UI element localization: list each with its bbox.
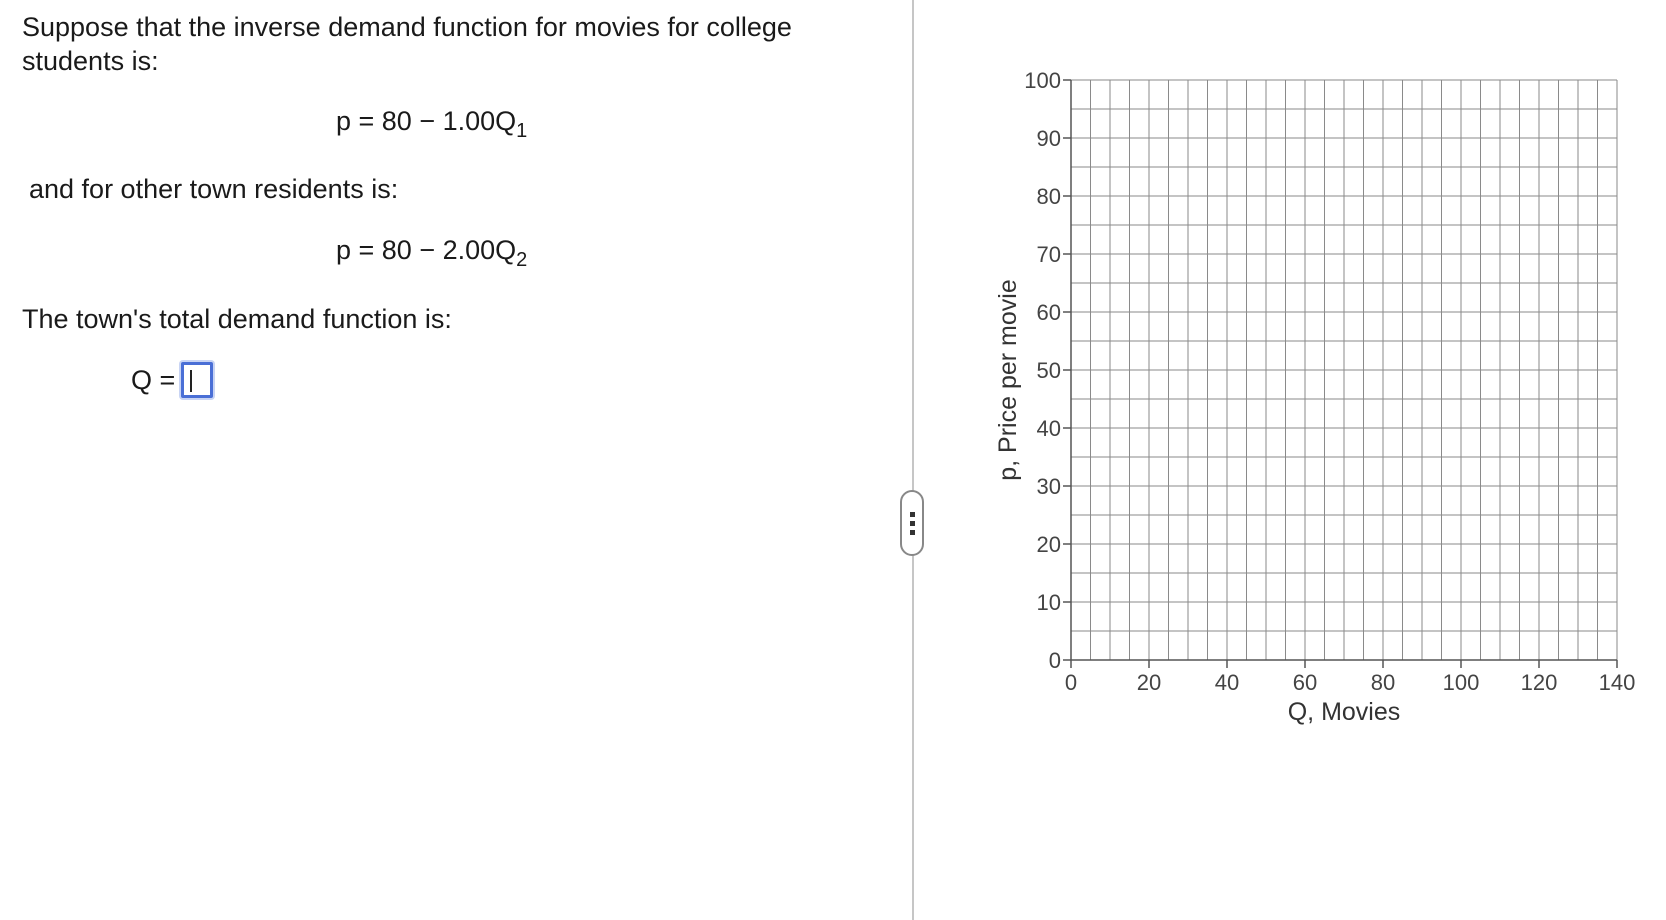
y-tick-label: 100 — [1024, 68, 1061, 93]
text-caret — [190, 370, 192, 392]
x-tick-label: 100 — [1442, 670, 1480, 695]
demand-graph[interactable] — [914, 0, 1666, 920]
x-axis-title: Q, Movies — [1287, 698, 1401, 726]
answer-row — [131, 362, 213, 398]
x-tick-label: 60 — [1292, 670, 1318, 695]
x-tick-label: 0 — [1064, 670, 1078, 695]
question-intro-text: Suppose that the inverse demand function for movies for college students is: — [22, 12, 792, 76]
x-tick-label: 20 — [1136, 670, 1162, 695]
x-tick-label: 80 — [1370, 670, 1396, 695]
answer-label: Q = — [131, 365, 176, 395]
y-tick-label: 50 — [1036, 358, 1061, 383]
total-demand-prompt: The town's total demand function is: — [22, 304, 452, 334]
y-tick-label: 80 — [1036, 184, 1061, 209]
y-tick-label: 60 — [1036, 300, 1061, 325]
y-tick-label: 0 — [1048, 648, 1061, 673]
resident-demand-equation-text: p = 80 − 2.00Q — [336, 235, 517, 265]
y-axis-title: p, Price per movie — [994, 279, 1022, 481]
y-tick-label: 20 — [1036, 532, 1061, 557]
graph-pane — [914, 0, 1666, 920]
resident-demand-equation — [336, 233, 527, 277]
student-demand-equation — [336, 104, 527, 148]
y-tick-label: 40 — [1036, 416, 1061, 441]
x-tick-label: 140 — [1598, 670, 1636, 695]
y-tick-label: 10 — [1036, 590, 1061, 615]
y-tick-label: 30 — [1036, 474, 1061, 499]
y-tick-label: 70 — [1036, 242, 1061, 267]
x-tick-label: 120 — [1520, 670, 1558, 695]
student-demand-subscript: 1 — [516, 120, 528, 142]
resident-demand-subscript: 2 — [516, 249, 528, 271]
student-demand-equation-text: p = 80 − 1.00Q — [336, 106, 517, 136]
other-residents-text: and for other town residents is: — [29, 174, 399, 204]
total-demand-answer-input[interactable] — [181, 362, 213, 398]
x-tick-label: 40 — [1214, 670, 1240, 695]
y-tick-label: 90 — [1036, 126, 1061, 151]
